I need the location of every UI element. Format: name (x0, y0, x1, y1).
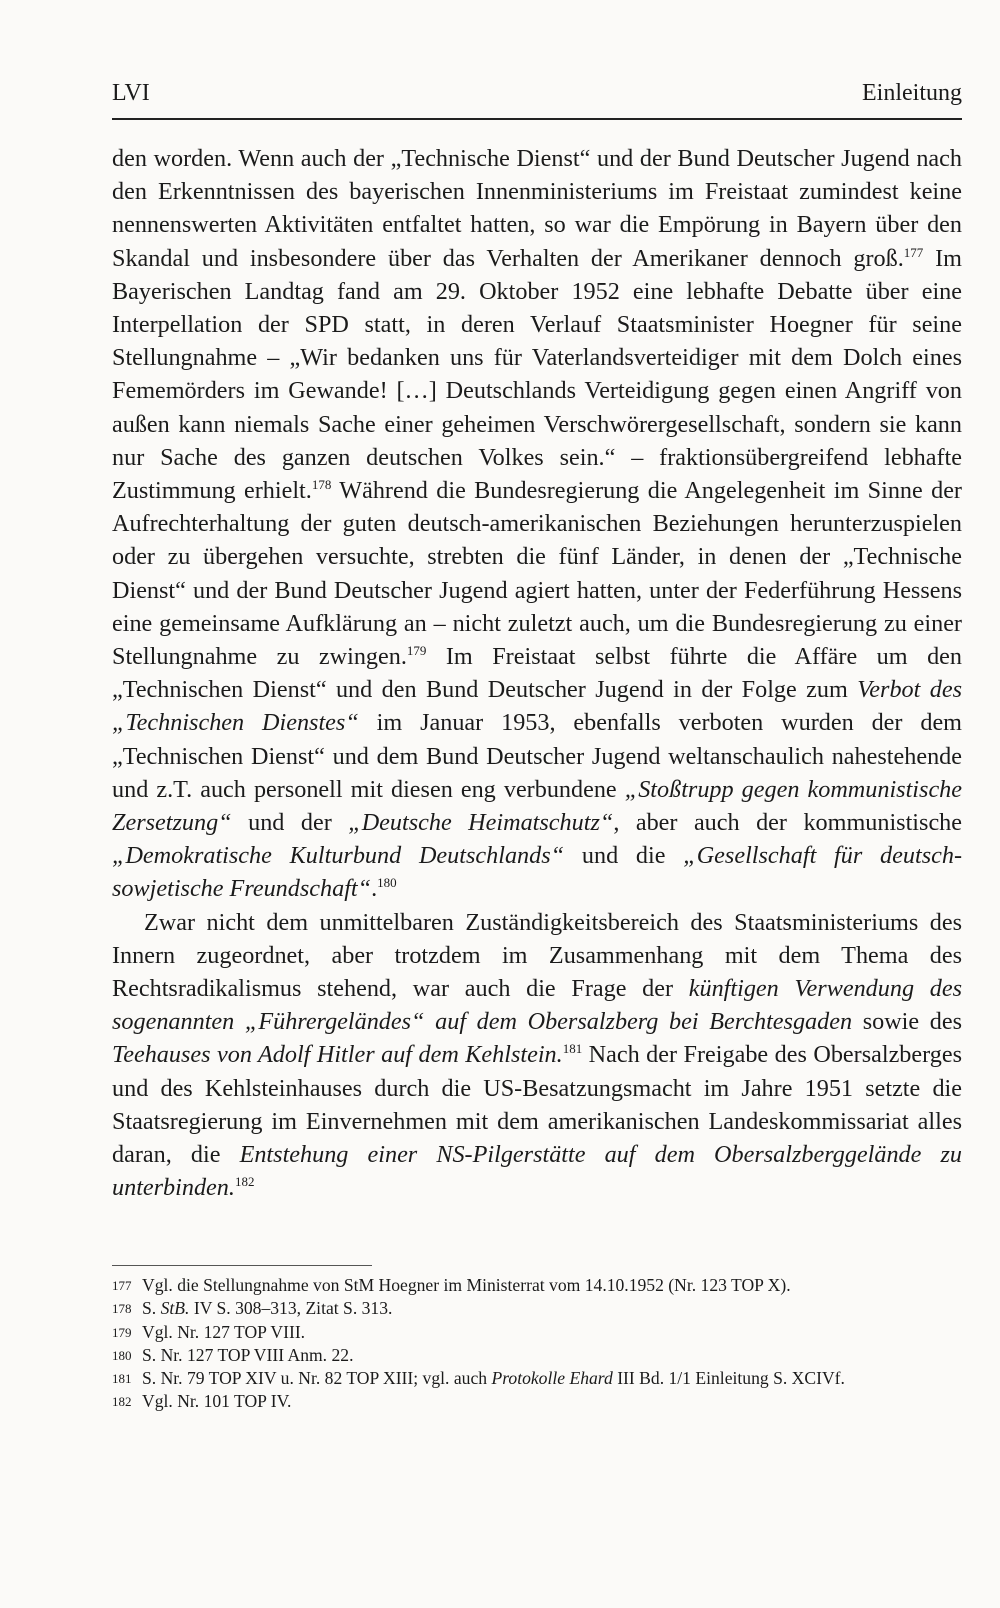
footnotes (112, 1274, 962, 1414)
text-run: Zwar nicht dem unmittelbaren Zuständigkeitsbereich des Staatsministeriums des Innern zugeordnet, aber trotzdem im Zusammenhang mit dem Thema des Rechtsradikalismus stehend, war auch die Frage der (112, 908, 962, 1003)
text-run: Im Bayerischen Landtag fand am 29. Oktober 1952 eine lebhafte Debatte über eine Interpellation der SPD statt, in deren Verlauf Staatsminister Hoegner für seine Stellungnahme – „Wir bedanken uns für Vaterlandsverteidiger mit dem Dolch eines Fememörders im Gewande! […] Deutschlands Verteidigung gegen einen Angriff von außen kann niemals Sache einer geheimen Verschwörergesellschaft, sondern sie kann nur Sache des ganzen deutschen Volkes sein.“ – fraktionsübergreifend lebhafte Zustimmung erhielt. (112, 244, 962, 505)
footnote-ref-179[interactable]: 179 (406, 643, 427, 659)
text-run: IV S. 308–313, Zitat S. 313. (189, 1298, 393, 1319)
text-run: Während die Bundesregierung die Angelegenheit im Sinne der Aufrechterhaltung der guten deutsch-amerikanischen Beziehungen herunterzuspielen oder zu übergehen versuchte, strebten die fünf Länder, in denen der „Technische Dienst“ und der Bund Deutscher Jugend agiert hatten, unter der Federführung Hessens eine gemeinsame Aufklärung an – nicht zuletzt auch, um die Bundesregierung zu einer Stellungnahme zu zwingen. (112, 477, 962, 671)
footnote-number: 182 (112, 1394, 132, 1410)
section-title: Einleitung (862, 80, 962, 106)
footnote-178 (112, 1297, 962, 1320)
text-run: und der (231, 809, 349, 837)
footnote-number: 177 (112, 1278, 132, 1293)
text-run: , aber auch der kommunistische (613, 809, 963, 837)
text-run: und die (564, 842, 684, 870)
header-rule (112, 118, 962, 120)
text-run: Im Freistaat selbst führte die Affäre um den „Technischen Dienst“ und den Bund Deutscher Jugend in der Folge zum (112, 643, 962, 704)
emphasis: StB. (160, 1298, 190, 1319)
footnote-177 (112, 1274, 962, 1297)
footnote-182 (112, 1390, 962, 1413)
footnote-ref-180[interactable]: 180 (377, 875, 397, 891)
emphasis: Entstehung einer NS-Pilgerstätte auf dem Obersalzberggelände zu unterbinden. (112, 1141, 963, 1202)
emphasis: Verbot des „Technischen Dienstes“ (112, 676, 962, 737)
footnote-181 (112, 1367, 962, 1390)
footnote-ref-181[interactable]: 181 (562, 1041, 583, 1057)
footnote-180 (112, 1344, 962, 1367)
footnote-separator (112, 1265, 372, 1266)
footnote-number: 181 (112, 1371, 132, 1387)
footnote-number: 179 (112, 1324, 132, 1340)
footnote-ref-177[interactable]: 177 (903, 244, 924, 260)
footnote-ref-182[interactable]: 182 (234, 1174, 255, 1190)
footnote-text: Vgl. Nr. 127 TOP VIII. (142, 1321, 306, 1342)
footnote-text: Vgl. Nr. 101 TOP IV. (142, 1391, 292, 1412)
text-run: S. Nr. 79 TOP XIV u. Nr. 82 TOP XIII; vgl. auch (142, 1368, 492, 1389)
emphasis: Protokolle Ehard (491, 1368, 613, 1389)
text-run: S. (142, 1298, 161, 1319)
body-text (112, 142, 962, 1205)
emphasis: Teehauses von Adolf Hitler auf dem Kehlstein. (112, 1041, 563, 1069)
footnote-text: S. Nr. 127 TOP VIII Anm. 22. (142, 1344, 354, 1365)
footnote-text (142, 1367, 962, 1390)
text-run: . (371, 875, 378, 903)
emphasis: „Gesellschaft für deutsch-sowjetische Freundschaft“ (112, 842, 962, 903)
page-number: LVI (112, 80, 150, 106)
text-run: Nach der Freigabe des Obersalzberges und des Kehlsteinhauses durch die US-Besatzungsmacht im Jahre 1951 setzte die Staatsregierung im Einvernehmen mit dem amerikanischen Landeskommissariat alles daran, die (112, 1041, 962, 1169)
emphasis: „Demokratische Kulturbund Deutschlands“ (112, 842, 565, 870)
running-header (112, 80, 962, 107)
footnote-text (142, 1297, 962, 1320)
footnote-ref-178[interactable]: 178 (311, 477, 332, 493)
footnote-number: 180 (112, 1347, 132, 1363)
emphasis: „Deutsche Heimatschutz“ (348, 809, 614, 837)
emphasis: künftigen Verwendung des sogenannten „Führergeländes“ auf dem Obersalzberg bei Berchtesgaden (112, 975, 962, 1036)
text-run: im Januar 1953, ebenfalls verboten wurden der dem „Technischen Dienst“ und dem Bund Deutscher Jugend weltanschaulich nahestehende und z.T. auch personell mit diesen eng verbundene (112, 709, 962, 803)
emphasis: „Stoßtrupp gegen kommunistische Zersetzung“ (112, 775, 963, 837)
text-run: sowie des (852, 1008, 963, 1036)
footnote-text: Vgl. die Stellungnahme von StM Hoegner im Ministerrat vom 14.10.1952 (Nr. 123 TOP X). (142, 1275, 791, 1295)
footnote-179 (112, 1321, 962, 1344)
footnote-number: 178 (112, 1301, 132, 1317)
text-run: III Bd. 1/1 Einleitung S. XCIVf. (612, 1368, 845, 1389)
paragraph-1 (112, 142, 962, 906)
paragraph-2 (112, 906, 962, 1205)
text-run: den worden. Wenn auch der „Technische Dienst“ und der Bund Deutscher Jugend nach den Erkenntnissen des bayerischen Innenministeriums im Freistaat zumindest keine nennenswerten Aktivitäten entfaltet hatten, so war die Empörung in Bayern über den Skandal und insbesondere über das Verhalten der Amerikaner dennoch groß. (112, 145, 962, 272)
